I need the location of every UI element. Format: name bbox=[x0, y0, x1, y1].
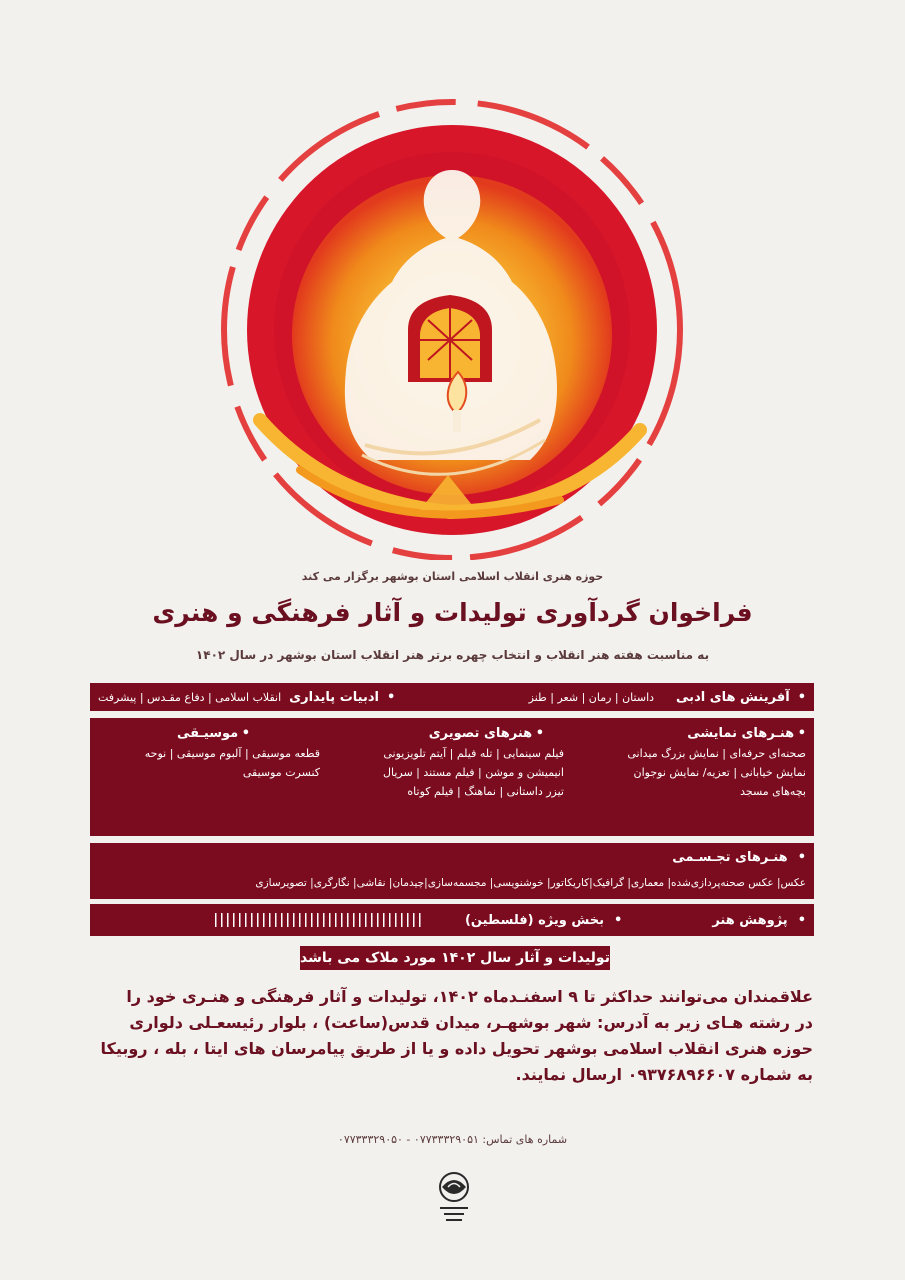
page-title: فراخوان گردآوری تولیدات و آثار فرهنگی و هنری bbox=[152, 598, 753, 627]
contact-label: شماره های تماس: bbox=[482, 1133, 568, 1146]
category-resistance-title: ادبیات پایداری bbox=[289, 689, 379, 705]
category-visual-line: فیلم سینمایی | تله فیلم | آیتم تلویزیونی bbox=[383, 747, 564, 760]
category-special-title: بخش ویژه (فلسطین) bbox=[464, 912, 604, 928]
sun-artwork bbox=[0, 0, 905, 560]
body-line4-post: ارسال نمایند. bbox=[515, 1065, 623, 1084]
contact-phone-1: ۰۷۷۳۳۳۲۹۰۵۱ bbox=[413, 1133, 479, 1146]
body-text bbox=[100, 984, 813, 1088]
contact-phone-2: ۰۷۷۳۳۳۲۹۰۵۰ bbox=[337, 1133, 403, 1146]
body-line bbox=[100, 1062, 813, 1088]
body-line: حوزه هنری انقلاب اسلامی بوشهر تحویل داده و یا از طریق پیامرسان های ایتا ، بله ، روبیکا bbox=[100, 1039, 813, 1058]
category-row-literary bbox=[90, 683, 814, 711]
bullet: • bbox=[797, 689, 806, 705]
category-performing-title: هنـرهای نمایشی bbox=[687, 726, 795, 741]
body-line: در رشته هـای زیر به آدرس: شهر بوشهـر، میدان قدس(ساعت) ، بلوار رئیسعـلی دلواری bbox=[129, 1013, 813, 1032]
category-row-arts bbox=[90, 718, 814, 836]
category-literary-items: داستان | رمان | شعر | طنز bbox=[528, 690, 655, 704]
category-music-line: کنسرت موسیقی bbox=[242, 766, 320, 779]
category-music: • موسیـقی قطعه موسیقی | آلبوم موسیقی | نوحه کنسرت موسیقی bbox=[94, 726, 320, 779]
category-music-line: قطعه موسیقی | آلبوم موسیقی | نوحه bbox=[144, 747, 320, 760]
category-plastic-title: هنـرهای تجـسـمی bbox=[672, 849, 788, 865]
body-line: علاقمندان می‌توانند حداکثر تا ۹ اسفنـدماه ۱۴۰۲، تولیدات و آثار فرهنگی و هنـری خود را bbox=[126, 987, 813, 1006]
body-line4-pre: به شماره bbox=[740, 1065, 813, 1084]
category-resistance-items: انقلاب اسلامی | دفاع مقـدس | پیشرفت bbox=[98, 690, 282, 704]
page-subtitle: به مناسبت هفته هنر انقلاب و انتخاب چهره برتر هنر انقلاب استان بوشهر در سال ۱۴۰۲ bbox=[195, 648, 710, 662]
category-row-special: • پژوهش هنر • بخش ویژه (فلسطین) bbox=[90, 904, 814, 936]
bullet: • bbox=[386, 689, 396, 705]
category-music-title: موسیـقی bbox=[176, 726, 239, 741]
category-visual-line: انیمیشن و موشن | فیلم مستند | سریال bbox=[382, 766, 564, 779]
category-performing: • هنـرهای نمایشی صحنه‌ای حرفه‌ای | نمایش بزرگ میدانی نمایش خیابانی | تعزیه/ نمایش نوجوان بچه‌های مسجد bbox=[576, 726, 806, 798]
category-literary-title: آفرینش های ادبی bbox=[676, 689, 790, 705]
phone-number: ۰۹۳۷۶۸۹۶۶۰۷ bbox=[627, 1065, 736, 1084]
category-visual-title: هنرهای تصویری bbox=[428, 726, 533, 741]
category-visual: • هنرهای تصویری فیلم سینمایی | تله فیلم | آیتم تلویزیونی انیمیشن و موشن | فیلم مستند | سریال تیزر داستانی | نماهنگ | فیلم کوتاه bbox=[329, 726, 564, 798]
category-row-plastic: • هنـرهای تجـسـمی عکس| عکس صحنه‌پردازی‌شده| معماری| گرافیک|کاریکاتور| خوشنویسی| مجسمه‌سازی|چیدمان| نقاشی| نگارگری| تصویرسازی bbox=[90, 843, 814, 899]
hozeh-logo-icon bbox=[428, 1165, 480, 1235]
category-plastic-items: عکس| عکس صحنه‌پردازی‌شده| معماری| گرافیک|کاریکاتور| خوشنویسی| مجسمه‌سازی|چیدمان| نقاشی| نگارگری| تصویرسازی bbox=[255, 877, 806, 889]
organizer-line: حوزه هنری انقلاب اسلامی استان بوشهر برگزار می کند bbox=[301, 570, 604, 583]
contact-line bbox=[0, 1133, 905, 1146]
contact-separator: - bbox=[406, 1133, 411, 1146]
category-performing-line: نمایش خیابانی | تعزیه/ نمایش نوجوان bbox=[633, 766, 806, 779]
category-visual-line: تیزر داستانی | نماهنگ | فیلم کوتاه bbox=[407, 785, 564, 798]
category-research-title: پژوهش هنر bbox=[712, 912, 788, 928]
category-performing-line: صحنه‌ای حرفه‌ای | نمایش بزرگ میدانی bbox=[627, 747, 806, 760]
category-performing-line: بچه‌های مسجد bbox=[740, 785, 806, 798]
highlight-banner: تولیدات و آثار سال ۱۴۰۲ مورد ملاک می باشد bbox=[300, 946, 610, 970]
decorative-bars bbox=[215, 913, 425, 927]
